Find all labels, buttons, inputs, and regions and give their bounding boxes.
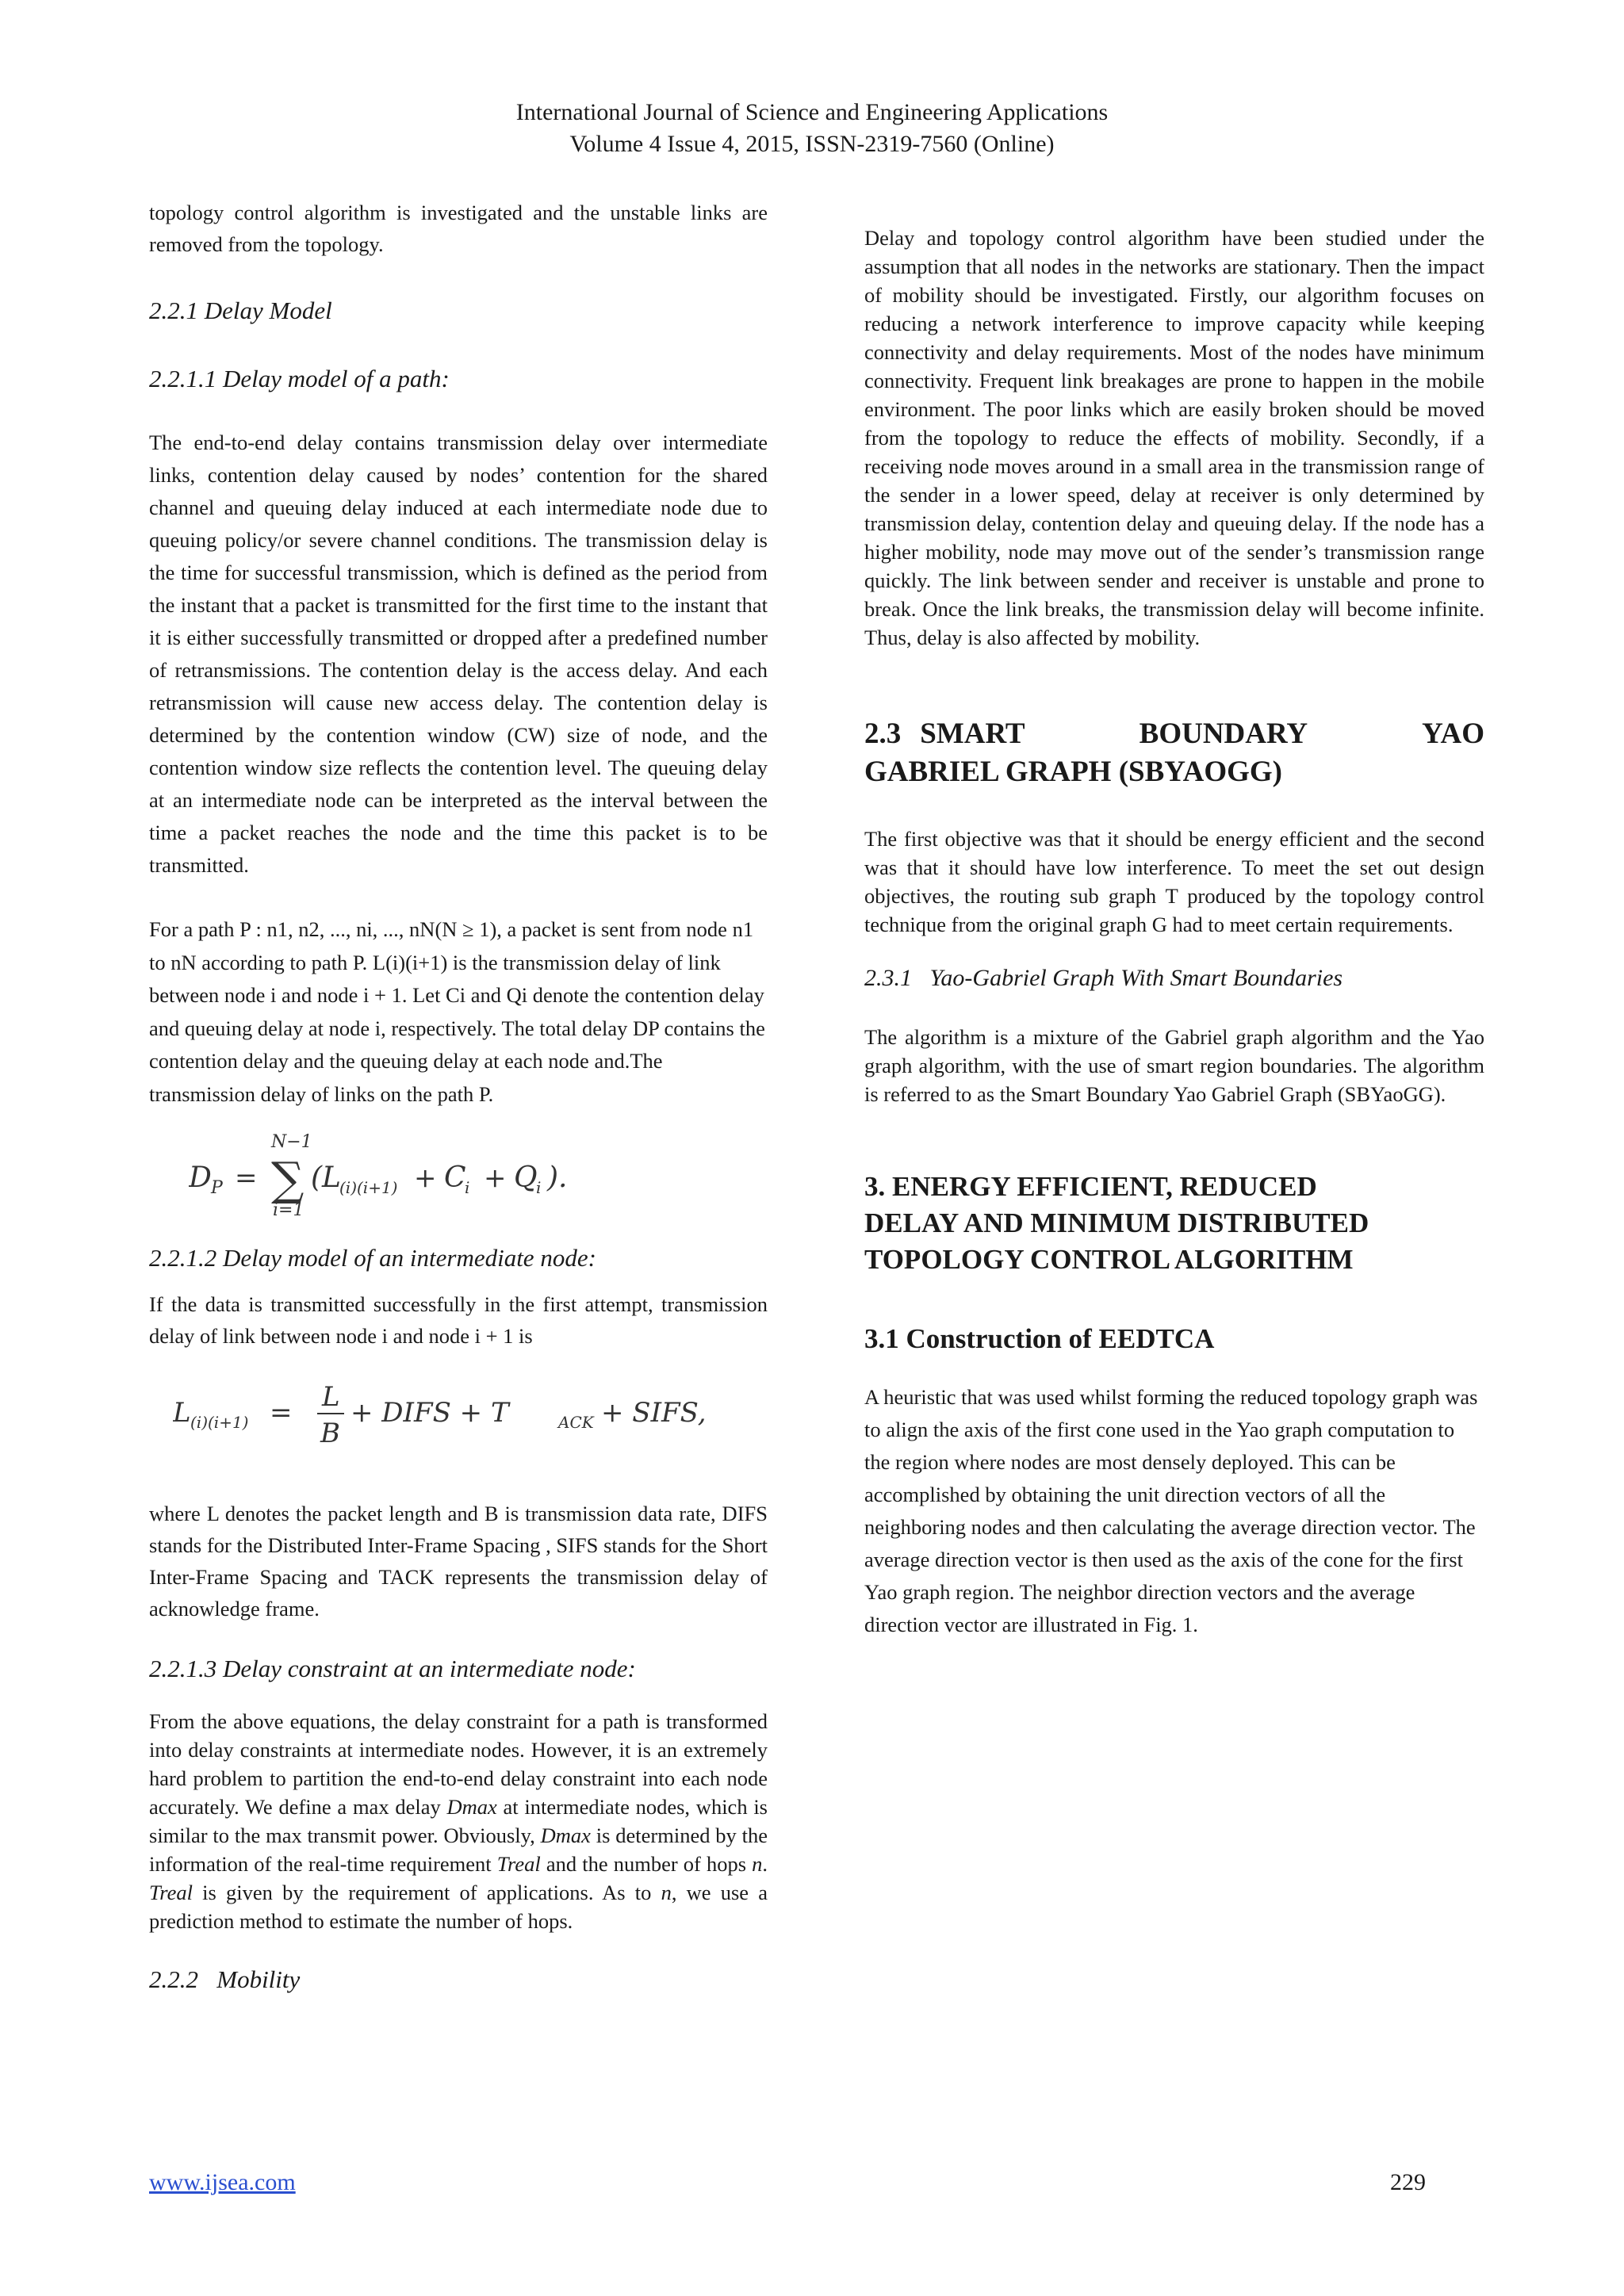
eq1-C: C [444, 1161, 466, 1194]
section-2-3-heading-line-2: GABRIEL GRAPH (SBYAOGG) [864, 756, 1282, 788]
mobility-paragraph: Delay and topology control algorithm have been studied under the assumption that all nodes in the networks are stationary. Then the impact of mobility should be investigated. Firstly, our algorithm focuses on reducing a network interference to improve capacity while keeping connectivity and delay requirements. Most of the nodes have minimum connectivity. Frequent link breakages are prone to happen in the mobile environment. The poor links which are easily broken should be moved from the topology to reduce the effects of mobility. Secondly, if a receiving node moves around in a small area in the transmission range of the sender in a lower speed, delay at receiver is only determined by transmission delay, contention delay and queuing delay. If the node has a higher mobility, node may move out of the sender’s transmission range quickly. The link between sender and receiver is unstable and prone to break. Once the link breaks, the transmission delay will become infinite. Thus, delay is also affected by mobility. [864, 226, 1484, 649]
journal-website-link[interactable]: www.ijsea.com [149, 2169, 296, 2195]
right-column [864, 224, 1484, 1641]
section-2-3-heading-line-1 [864, 715, 1484, 753]
delay-constraint-paragraph [149, 1707, 768, 1935]
section-2-2-1-2-heading: 2.2.1.2 Delay model of an intermediate node: [149, 1244, 596, 1272]
delay-constraint-text-f: is given by the requirement of applications. As to [192, 1881, 661, 1904]
eq2-denominator: B [320, 1418, 340, 1449]
journal-issue: Volume 4 Issue 4, 2015, ISSN-2319-7560 (Online) [569, 131, 1055, 157]
eq2-T-sub: ACK [558, 1413, 594, 1432]
eq2-numerator: L [322, 1381, 340, 1413]
eq2-rest-1: + DIFS + T [350, 1397, 509, 1429]
delay-constraint-text-e: . [762, 1852, 768, 1876]
eq1-Q-sub: i [536, 1178, 542, 1197]
eq1-C-sub: i [465, 1178, 470, 1197]
first-attempt-paragraph: If the data is transmitted successfully in the first attempt, transmission delay of link between node i and node i + 1 is [149, 1292, 768, 1348]
eq1-lhs-sub: P [211, 1178, 223, 1198]
eq2-equals: = [270, 1397, 293, 1429]
n-term-1: n [752, 1852, 763, 1876]
symbols-paragraph: where L denotes the packet length and B is transmission data rate, DIFS stands for the Distributed Inter-Frame Spacing , SIFS stands for the Short Inter-Frame Spacing and TACK represents the transmission delay of acknowledge frame. [149, 1502, 768, 1621]
eq1-sum-symbol: ∑ [271, 1152, 304, 1206]
delay-constraint-text-b: at intermediate nodes, which is similar to the max transmit power. Obviously, [149, 1795, 768, 1847]
total-delay-equation [149, 1127, 768, 1220]
journal-header [0, 97, 1624, 160]
delay-constraint-text-c: is determined by the information of the real-time requirement [149, 1823, 768, 1876]
section-3-heading-line-1: 3. ENERGY EFFICIENT, REDUCED [864, 1171, 1317, 1202]
n-term-2: n [661, 1881, 672, 1904]
eq1-open-paren: ( [311, 1161, 323, 1194]
left-column [149, 197, 768, 1996]
delay-model-paragraph: The end-to-end delay contains transmission delay over intermediate links, contention delay caused by nodes’ contention for the shared channel and queuing delay induced at each intermediate node due to queuing policy/or severe channel conditions. The transmission delay is the time for successful transmission, which is defined as the period from the instant that a packet is transmitted for the first time to the instant that it is either successfully transmitted or dropped after a predefined number of retransmissions. The contention delay is the access delay. And each retransmission will cause new access delay. The contention delay is determined by the contention window (CW) size of node, and the contention window size reflects the contention level. The queuing delay at an intermediate node can be interpreted as the interval between the time a packet reaches the node and the time this packet is to be transmitted. [149, 430, 768, 877]
section-2-2-1-1-heading: 2.2.1.1 Delay model of a path: [149, 365, 450, 392]
eq1-equals: = [235, 1162, 258, 1194]
dmax-term-2: Dmax [540, 1823, 591, 1847]
eq1-sum-bottom: i=1 [273, 1200, 304, 1220]
sbyaogg-paragraph: The algorithm is a mixture of the Gabriel graph algorithm and the Yao graph algorithm, with the use of smart region boundaries. The algorithm is referred to as the Smart Boundary Yao Gabriel Graph (SBYaoGG). [864, 1025, 1484, 1106]
link-delay-equation-svg [173, 1374, 728, 1450]
section-2-3-number: 2.3 [864, 718, 902, 750]
heuristic-paragraph: A heuristic that was used whilst forming the reduced topology graph was to align the axis of the first cone used in the Yao graph computation to the region where nodes are most densely deployed. This can be accomplished by obtaining the unit direction vectors of all the neighboring nodes and then calculating the average direction vector. The average direction vector is then used as the axis of the cone for the first Yao graph region. The neighbor direction vectors and the average direction vector are illustrated in Fig. 1. [864, 1385, 1478, 1636]
section-3-1-heading: 3.1 Construction of EEDTCA [864, 1323, 1215, 1354]
section-2-3-word-yao: YAO [1422, 718, 1484, 750]
section-2-3-word-smart: SMART [920, 718, 1025, 750]
delay-constraint-text-g: , we use a prediction method to estimate the number of hops. [149, 1881, 768, 1933]
eq1-plus-2: + [484, 1162, 507, 1194]
section-3-heading-line-2: DELAY AND MINIMUM DISTRIBUTED [864, 1207, 1369, 1238]
treal-term-2: Treal [149, 1881, 193, 1904]
section-2-2-1-3-heading: 2.2.1.3 Delay constraint at an intermediate node: [149, 1655, 636, 1682]
eq1-plus-1: + [414, 1162, 437, 1194]
eq1-lhs: D [189, 1161, 212, 1194]
eq2-rest-2: + SIFS, [601, 1397, 707, 1429]
eq1-sum-top: N−1 [271, 1132, 312, 1152]
eq1-close: ). [547, 1161, 568, 1194]
page-number: 229 [1390, 2169, 1426, 2195]
journal-title: International Journal of Science and Engineering Applications [515, 99, 1109, 125]
eq1-Q: Q [514, 1161, 538, 1194]
path-definition-paragraph: For a path P : n1, n2, ..., ni, ..., nN(N ≥ 1), a packet is sent from node n1 to nN according to path P. L(i)(i+1) is the transmission delay of link between node i and node i + 1. Let Ci and Qi denote the contention delay and queuing delay at node i, respectively. The total delay DP contains the contention delay and the queuing delay at each node and.The transmission delay of links on the path P. [149, 917, 765, 1106]
eq2-L: L [173, 1397, 191, 1429]
treal-term-1: Treal [496, 1852, 541, 1876]
design-objectives-paragraph: The first objective was that it should be energy efficient and the second was that it should have low interference. To meet the set out design objectives, the routing sub graph T produced by the topology control technique from the original graph G had to meet certain requirements. [864, 827, 1484, 936]
dmax-term-1: Dmax [446, 1795, 497, 1819]
section-3-heading-line-3: TOPOLOGY CONTROL ALGORITHM [864, 1244, 1354, 1275]
section-2-3-1-heading: 2.3.1 Yao-Gabriel Graph With Smart Boundaries [864, 965, 1343, 991]
section-2-3-word-boundary: BOUNDARY [1139, 718, 1308, 750]
eq2-L-sub: (i)(i+1) [190, 1413, 249, 1432]
link-delay-equation [149, 1374, 768, 1450]
eq1-L: L [322, 1161, 341, 1194]
delay-constraint-text-d: and the number of hops [540, 1852, 753, 1876]
eq1-L-sub: (i)(i+1) [339, 1178, 398, 1197]
intro-paragraph: topology control algorithm is investigated and the unstable links are removed from the topology. [149, 201, 768, 256]
delay-constraint-text-a: From the above equations, the delay constraint for a path is transformed into delay constraints at intermediate nodes. However, it is an extremely hard problem to partition the end-to-end delay constraint into each node accurately. We define a max delay [149, 1709, 768, 1819]
section-2-2-2-heading: 2.2.2 Mobility [149, 1965, 301, 1993]
section-2-2-1-heading: 2.2.1 Delay Model [149, 297, 332, 324]
total-delay-equation-svg [189, 1127, 665, 1220]
